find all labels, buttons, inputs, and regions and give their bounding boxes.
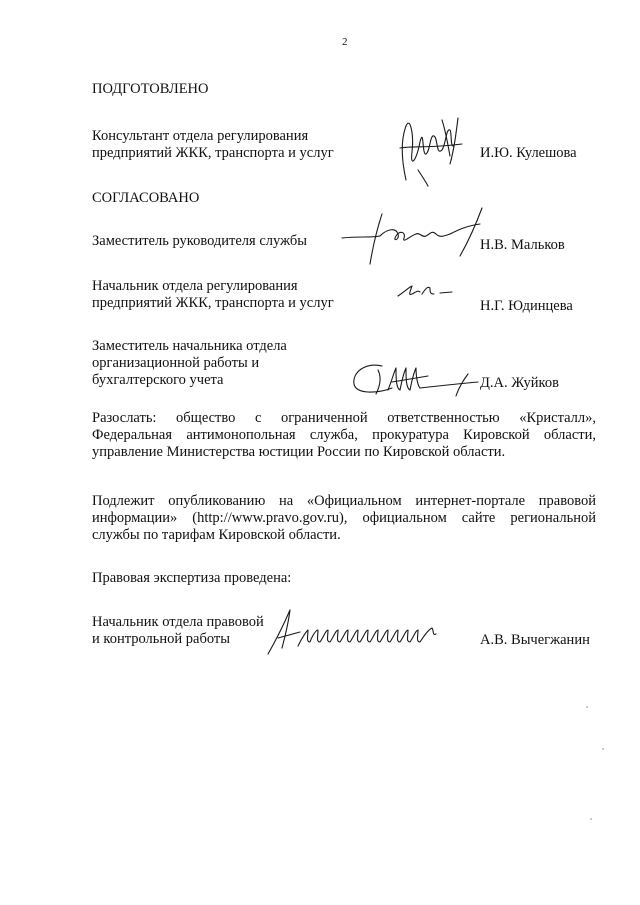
prepared-name: И.Ю. Кулешова [480,145,577,161]
scan-speck [590,818,592,820]
signer-name: Н.В. Мальков [480,237,565,253]
paragraph-line: управление Министерства юстиции России по Кировской области. [92,444,506,460]
signature-yudintseva [396,282,458,302]
position-line: Заместитель руководителя службы [92,233,308,249]
signature-malkov [340,206,490,268]
position-line: Начальник отдела правовой [92,614,264,630]
distribution-paragraph [92,410,596,461]
position-line: организационной работы и [92,355,260,371]
legal-review-statement: Правовая экспертиза проведена: [92,570,292,586]
position-line: Начальник отдела регулирования [92,278,298,294]
paragraph-line: Подлежит опубликованию на «Официальном интернет-портале правовой [92,493,596,509]
signer-name: Д.А. Жуйков [480,375,559,391]
position-line: Консультант отдела регулирования [92,128,309,144]
position-line: Заместитель начальника отдела [92,338,287,354]
legal-review-name: А.В. Вычегжанин [480,632,590,648]
position-line: и контрольной работы [92,631,230,647]
prepared-heading: ПОДГОТОВЛЕНО [92,81,209,97]
signer-name: Н.Г. Юдинцева [480,298,573,314]
legal-review-position [92,614,264,648]
signer-position [92,233,307,250]
signature-vychegzhanin [262,608,446,660]
signer-position [92,278,334,312]
publication-paragraph [92,493,596,544]
page-number: 2 [342,36,348,48]
position-line: бухгалтерского учета [92,372,224,388]
signer-position [92,338,287,389]
paragraph-line: Разослать: общество с ограниченной ответственностью «Кристалл», [92,410,596,426]
position-line: предприятий ЖКК, транспорта и услуг [92,145,334,161]
paragraph-line: информации» (http://www.pravo.gov.ru), официальном сайте региональной [92,510,596,526]
position-line: предприятий ЖКК, транспорта и услуг [92,295,334,311]
paragraph-line: Федеральная антимонопольная служба, прокуратура Кировской области, [92,427,596,443]
signature-kuleshova [392,112,472,188]
scan-speck [586,706,588,708]
paragraph-line: службы по тарифам Кировской области. [92,527,341,543]
scan-speck [602,748,604,750]
prepared-position [92,128,334,162]
signature-zhuykov [348,360,482,400]
agreed-heading: СОГЛАСОВАНО [92,190,200,206]
